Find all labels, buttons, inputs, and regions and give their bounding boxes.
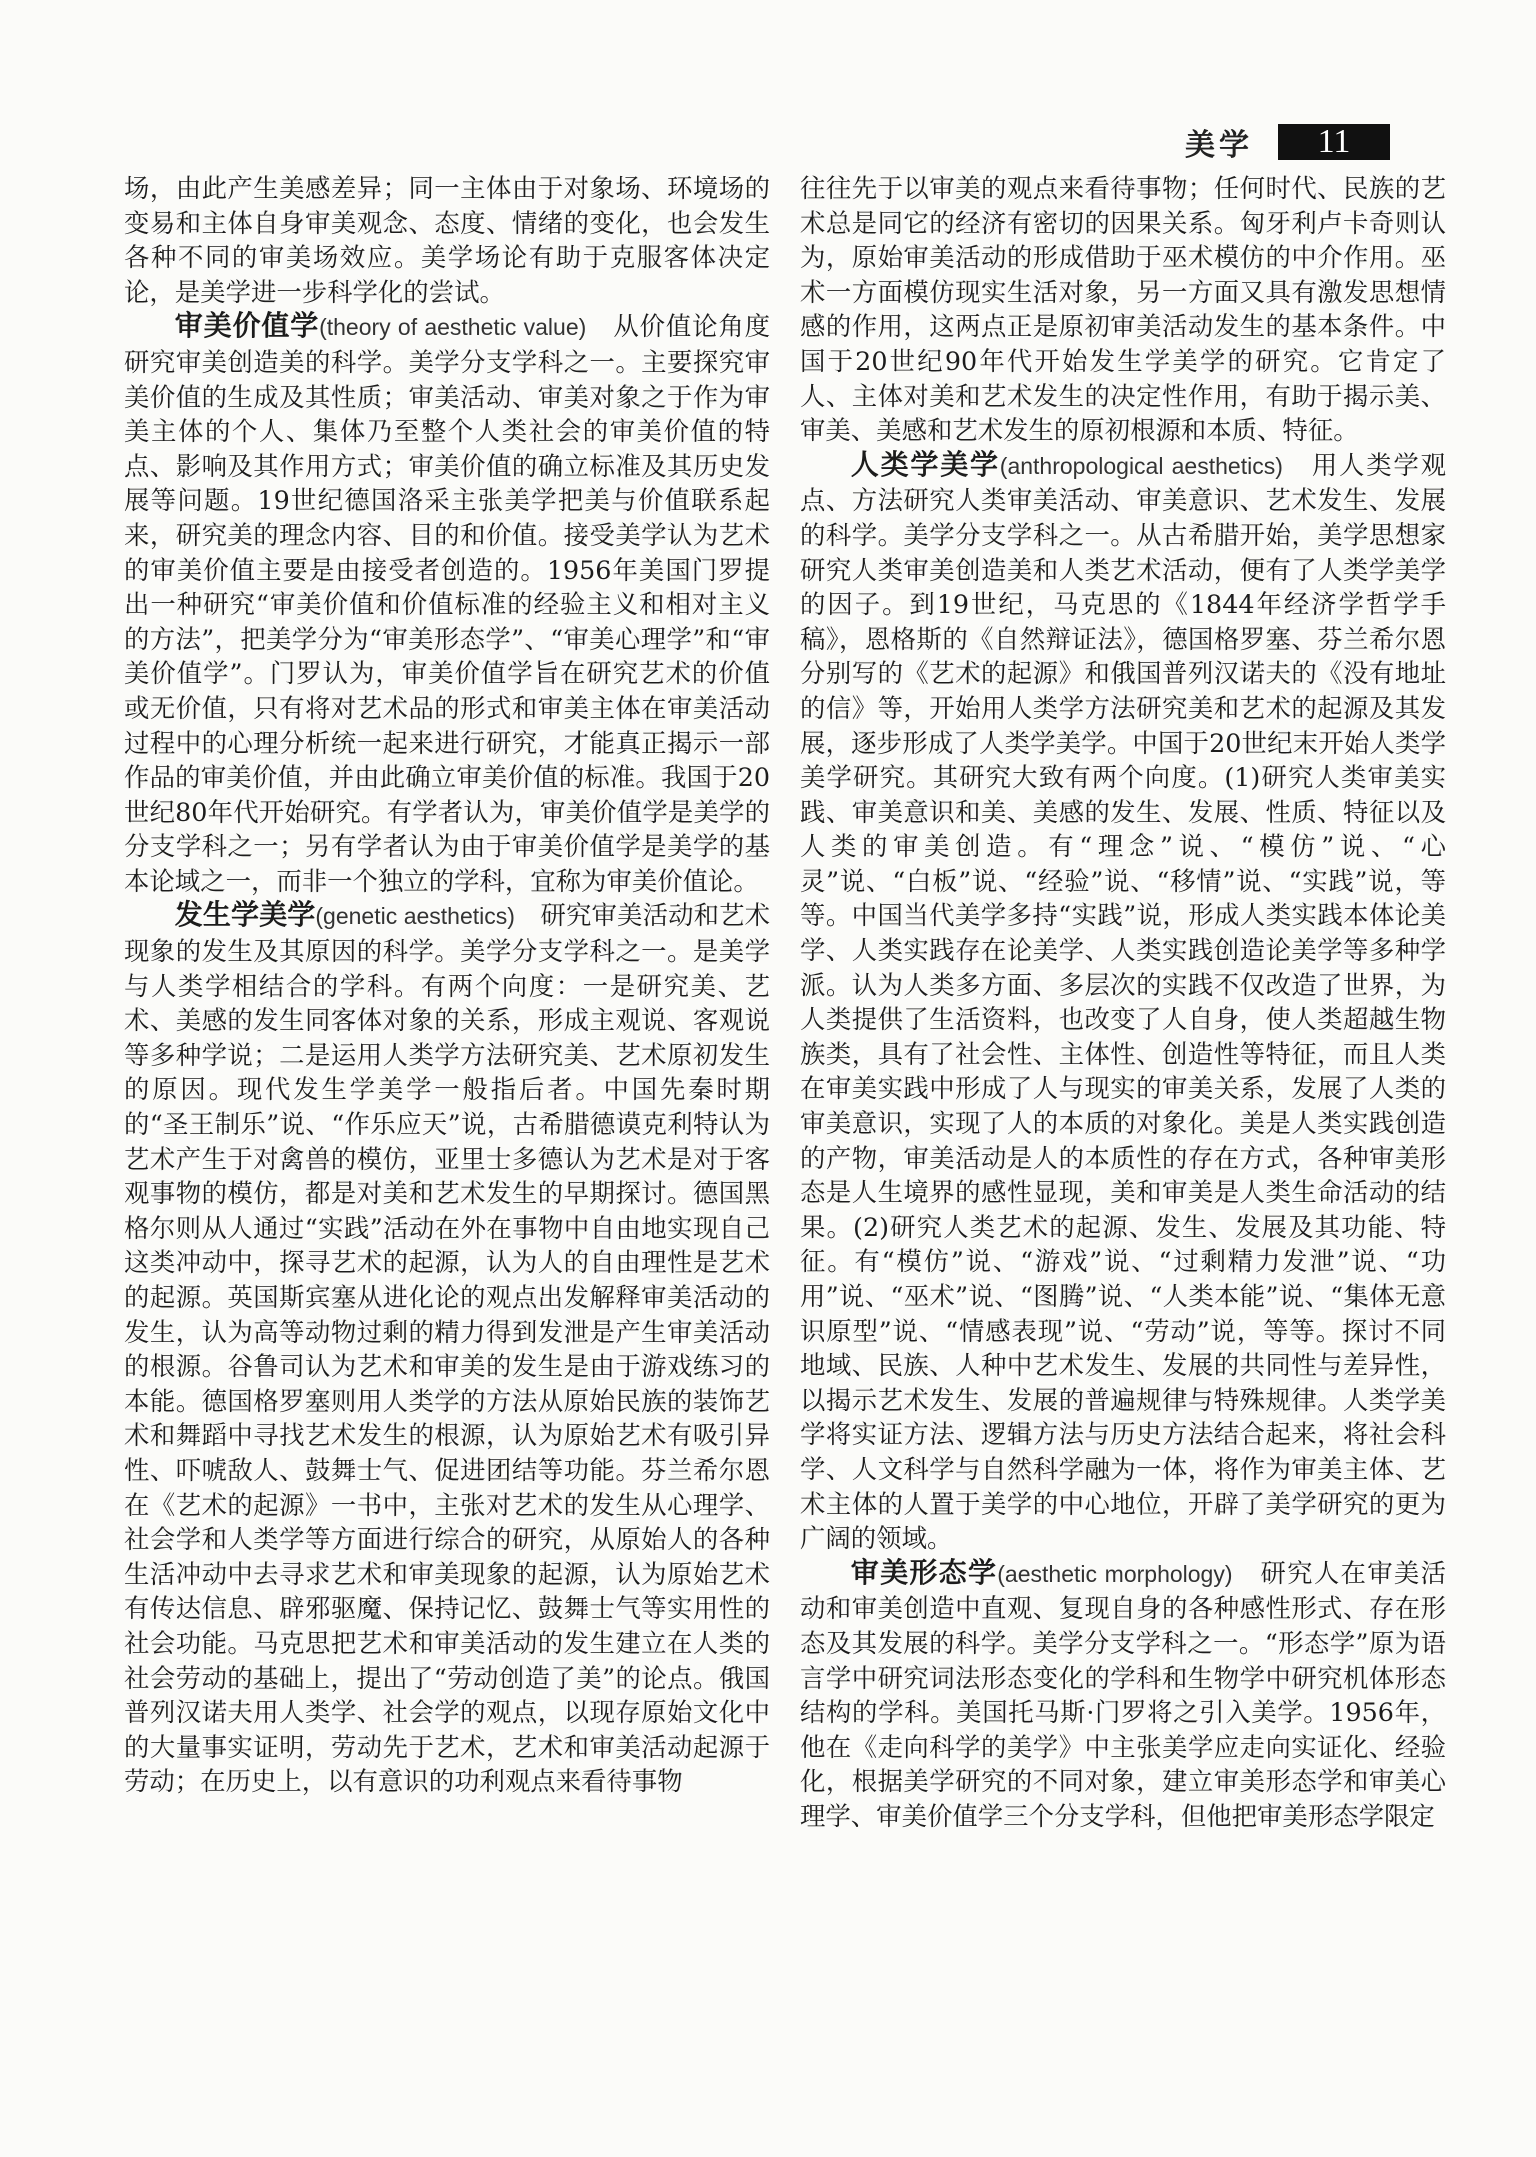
page-number: 11 [1278,124,1390,160]
entry-aesthetic-morphology [800,1556,1446,1834]
entry-text: 研究审美活动和艺术现象的发生及其原因的科学。美学分支学科之一。是美学与人类学相结合的学科。有两个向度：一是研究美、艺术、美感的发生同客体对象的关系，形成主观说、客观说等多种学说；二是运用人类学方法研究美、艺术原初发生的原因。现代发生学美学一般指后者。中国先秦时期的“圣王制乐”说、“作乐应天”说，古希腊德谟克利特认为艺术产生于对禽兽的模仿，亚里士多德认为艺术是对于客观事物的模仿，都是对美和艺术发生的早期探讨。德国黑格尔则从人通过“实践”活动在外在事物中自由地实现自己这类冲动中，探寻艺术的起源，认为人的自由理性是艺术的起源。英国斯宾塞从进化论的观点出发解释审美活动的发生，认为高等动物过剩的精力得到发泄是产生审美活动的根源。谷鲁司认为艺术和审美的发生是由于游戏练习的本能。德国格罗塞则用人类学的方法从原始民族的装饰艺术和舞蹈中寻找艺术发生的根源，认为原始艺术有吸引异性、吓唬敌人、鼓舞士气、促进团结等功能。芬兰希尔恩在《艺术的起源》一书中，主张对艺术的发生从心理学、社会学和人类学等方面进行综合的研究，从原始人的各种生活冲动中去寻求艺术和审美现象的起源，认为原始艺术有传达信息、辟邪驱魔、保持记忆、鼓舞士气等实用性的社会功能。马克思把艺术和审美活动的发生建立在人类的社会劳动的基础上，提出了“劳动创造了美”的论点。俄国普列汉诺夫用人类学、社会学的观点，以现存原始文化中的大量事实证明，劳动先于艺术，艺术和审美活动起源于劳动；在历史上，以有意识的功利观点来看待事物 [124,900,770,1797]
paragraph-continued [800,171,1446,448]
section-title: 美学 [1185,128,1253,163]
entry-text: 用人类学观点、方法研究人类审美活动、审美意识、艺术发生、发展的科学。美学分支学科之一。从古希腊开始，美学思想家研究人类审美创造美和人类艺术活动，便有了人类学美学的因子。到19世纪，马克思的《1844年经济学哲学手稿》，恩格斯的《自然辩证法》，德国格罗塞、芬兰希尔恩分别写的《艺术的起源》和俄国普列汉诺夫的《没有地址的信》等，开始用人类学方法研究美和艺术的起源及其发展，逐步形成了人类学美学。中国于20世纪末开始人类学美学研究。其研究大致有两个向度。(1)研究人类审美实践、审美意识和美、美感的发生、发展、性质、特征以及人类的审美创造。有“理念”说、“模仿”说、“心灵”说、“白板”说、“经验”说、“移情”说、“实践”说，等等。中国当代美学多持“实践”说，形成人类实践本体论美学、人类实践存在论美学、人类实践创造论美学等多种学派。认为人类多方面、多层次的实践不仅改造了世界，为人类提供了生活资料，也改变了人自身，使人类超越生物族类，具有了社会性、主体性、创造性等特征，而且人类在审美实践中形成了人与现实的审美关系，发展了人类的审美意识，实现了人的本质的对象化。美是人类实践创造的产物，审美活动是人的本质性的存在方式，各种审美形态是人生境界的感性显现，美和审美是人类生命活动的结果。(2)研究人类艺术的起源、发生、发展及其功能、特征。有“模仿”说、“游戏”说、“过剩精力发泄”说、“功用”说、“巫术”说、“图腾”说、“人类本能”说、“集体无意识原型”说、“情感表现”说、“劳动”说，等等。探讨不同地域、民族、人种中艺术发生、发展的共同性与差异性，以揭示艺术发生、发展的普遍规律与特殊规律。人类学美学将实证方法、逻辑方法与历史方法结合起来，将社会科学、人文科学与自然科学融为一体，将作为审美主体、艺术主体的人置于美学的中心地位，开辟了美学研究的更为广阔的领域。 [800,449,1446,1554]
entry-term: 审美形态学 [850,1555,998,1589]
right-column [800,171,1446,2127]
entry-text: 研究人在审美活动和审美创造中直观、复现自身的各种感性形式、存在形态及其发展的科学。美学分支学科之一。“形态学”原为语言学中研究词法形态变化的学科和生物学中研究机体形态结构的学科。美国托马斯·门罗将之引入美学。1956年，他在《走向科学的美学》中主张美学应走向实证化、经验化，根据美学研究的不同对象，建立审美形态学和审美心理学、审美价值学三个分支学科，但他把审美形态学限定 [800,1557,1446,1831]
entry-text: 从价值论角度研究审美创造美的科学。美学分支学科之一。主要探究审美价值的生成及其性质；审美活动、审美对象之于作为审美主体的个人、集体乃至整个人类社会的审美价值的特点、影响及其作用方式；审美价值的确立标准及其历史发展等问题。19世纪德国洛采主张美学把美与价值联系起来，研究美的理念内容、目的和价值。接受美学认为艺术的审美价值主要是由接受者创造的。1956年美国门罗提出一种研究“审美价值和价值标准的经验主义和相对主义的方法”，把美学分为“审美形态学”、“审美心理学”和“审美价值学”。门罗认为，审美价值学旨在研究艺术的价值或无价值，只有将对艺术品的形式和审美主体在审美活动过程中的心理分析统一起来进行研究，才能真正揭示一部作品的审美价值，并由此确立审美价值的标准。我国于20世纪80年代开始研究。有学者认为，审美价值学是美学的分支学科之一；另有学者认为由于审美价值学是美学的基本论域之一，而非一个独立的学科，宜称为审美价值论。 [124,311,770,896]
entry-term: 审美价值学 [174,309,320,343]
paragraph-continued [124,171,770,309]
entry-english: (genetic aesthetics) [315,903,515,930]
entry-english: (theory of aesthetic value) [319,314,587,341]
paragraph-text: 往往先于以审美的观点来看待事物；任何时代、民族的艺术总是同它的经济有密切的因果关系。匈牙利卢卡奇则认为，原始审美活动的形成借助于巫术模仿的中介作用。巫术一方面模仿现实生活对象，另一方面又具有激发思想情感的作用，这两点正是原初审美活动发生的基本条件。中国于20世纪90年代开始发生学美学的研究。它肯定了人、主体对美和艺术发生的决定性作用，有助于揭示美、审美、美感和艺术发生的原初根源和本质、特征。 [800,173,1446,446]
entry-term: 人类学美学 [850,447,1000,481]
left-column [124,171,770,2127]
entry-term: 发生学美学 [174,898,316,932]
entry-anthropological-aesthetics [800,448,1446,1556]
entry-aesthetic-value [124,309,770,898]
entry-genetic-aesthetics [124,898,770,1798]
running-header [1160,123,1390,163]
paragraph-text: 场，由此产生美感差异；同一主体由于对象场、环境场的变易和主体自身审美观念、态度、情绪的变化，也会发生各种不同的审美场效应。美学场论有助于克服客体决定论，是美学进一步科学化的尝试。 [124,173,770,307]
entry-english: (anthropological aesthetics) [999,452,1283,479]
entry-english: (aesthetic morphology) [997,1560,1233,1587]
